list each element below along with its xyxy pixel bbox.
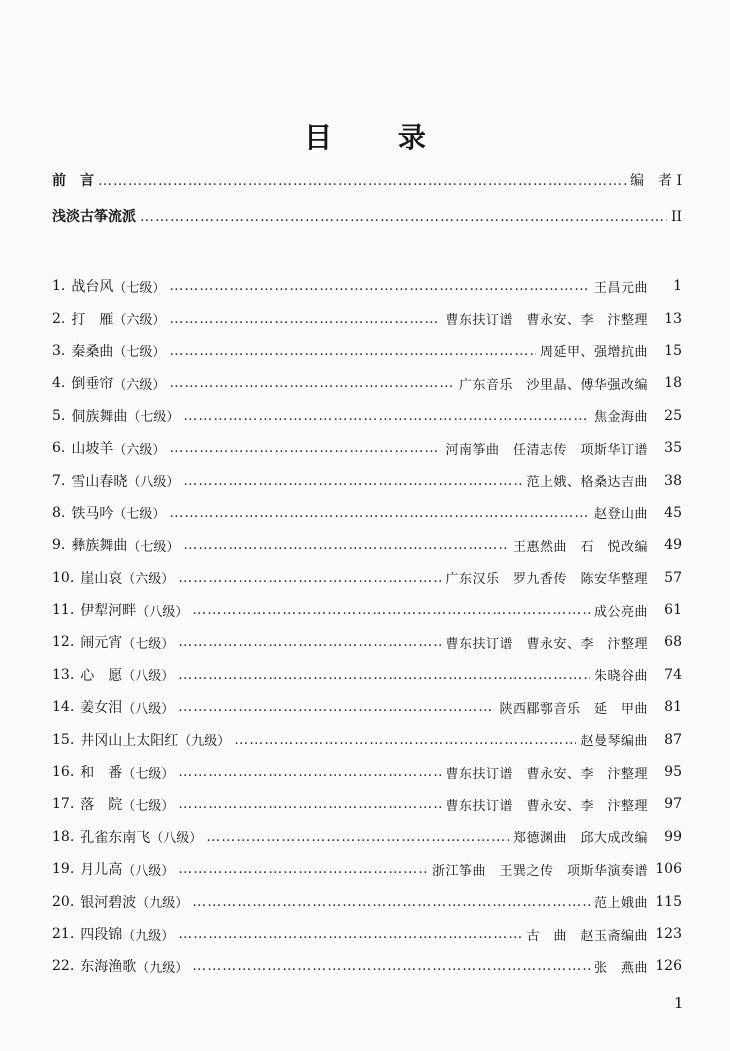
entry-title: 战台风 [71,279,114,296]
toc-entry [52,918,682,950]
entry-level: （七级） [122,636,175,652]
entry-level: （六级） [122,572,175,588]
entry-level: （八级） [122,701,175,717]
toc-entry [52,723,682,755]
entry-level: （六级） [113,442,166,458]
entry-level: （七级） [122,766,175,782]
entry-title: 月儿高 [80,862,123,879]
toc-entry [52,302,682,334]
dot-leader [234,732,576,748]
toc-entry [52,400,682,432]
entry-title: 四段锦 [80,927,123,943]
entry-credit: 王昌元曲 [593,280,648,296]
toc-entry [52,756,682,788]
front-matter-label: 浅淡古筝流派 [52,209,136,225]
entry-credit: 成公亮曲 [593,604,648,620]
entry-number: 16. [52,764,75,781]
entry-credit: 古 曲 赵玉斋编曲 [526,928,648,944]
front-matter-row [52,170,682,206]
entry-number: 10. [52,569,75,586]
toc-entry [52,821,682,853]
dot-leader [178,764,441,780]
entry-title: 井冈山上太阳红 [80,732,179,749]
entry-level: （六级） [113,313,166,329]
table-of-contents [52,270,682,983]
dot-leader [178,796,441,812]
entry-level: （九级） [136,896,189,912]
toc-entry [52,885,682,917]
entry-title: 姜女泪 [80,700,123,717]
entry-number: 8. [52,504,66,521]
entry-credit: 周延甲、强增抗曲 [539,345,648,361]
dot-leader [178,667,590,683]
entry-credit: 郑德渊曲 邱大成改编 [512,831,648,847]
toc-entry [52,950,682,982]
entry-number: 14. [52,699,75,716]
dot-leader [169,505,590,521]
entry-page-number: 13 [664,310,682,327]
entry-credit: 河南筝曲 任清志传 项斯华订谱 [445,442,648,458]
entry-title: 倒垂帘 [71,376,114,393]
entry-level: （七级） [127,539,180,555]
entry-title: 孔雀东南飞 [80,829,151,846]
entry-page-number: 1 [673,278,682,295]
entry-number: 21. [52,926,75,942]
dot-leader [192,958,590,974]
dot-leader [178,926,522,942]
entry-number: 4. [52,375,66,392]
toc-entry [52,659,682,691]
front-matter [52,170,682,242]
entry-number: 13. [52,666,75,683]
entry-credit: 陕西郿鄠音乐 延 甲曲 [499,701,648,717]
entry-credit: 浙江筝曲 王巽之传 项斯华演奏谱 [431,863,648,879]
entry-level: （八级） [136,604,189,620]
entry-number: 9. [52,537,66,554]
dot-leader [178,699,495,715]
entry-page-number: 35 [664,440,682,457]
dot-leader [183,537,509,553]
dot-leader [206,829,509,845]
entry-level: （七级） [113,345,166,361]
dot-leader [178,861,428,877]
toc-entry [52,691,682,723]
entry-credit: 广东汉乐 罗九香传 陈安华整理 [445,572,648,588]
entry-level: （七级） [122,798,175,814]
entry-page-number: 87 [664,731,682,748]
entry-title: 彝族舞曲 [71,538,128,555]
entry-title: 打 雁 [71,311,114,328]
entry-level: （八级） [122,669,175,685]
dot-leader [192,602,590,618]
entry-page-number: 38 [664,472,682,489]
entry-number: 12. [52,634,75,651]
dot-leader [192,894,590,910]
toc-entry [52,788,682,820]
entry-title: 心 愿 [80,667,123,684]
toc-entry [52,335,682,367]
dot-leader [140,209,667,225]
entry-number: 15. [52,731,75,748]
dot-leader [183,473,522,489]
entry-credit: 曹东扶订谱 曹永安、李 汴整理 [445,313,648,329]
entry-number: 6. [52,440,66,457]
entry-page-number: 68 [664,634,682,651]
entry-credit: 曹东扶订谱 曹永安、李 汴整理 [445,798,648,814]
entry-number: 11. [52,602,75,619]
entry-title: 东海渔歌 [80,959,137,976]
entry-title: 铁马吟 [71,505,114,522]
entry-number: 7. [52,472,66,489]
entry-number: 2. [52,310,66,327]
entry-page-number: 81 [664,699,682,716]
entry-credit: 范上娥曲 [593,896,648,912]
toc-entry [52,594,682,626]
entry-title: 落 院 [80,797,123,814]
entry-level: （八级） [127,475,180,491]
entry-title: 山坡羊 [71,441,114,458]
entry-level: （九级） [136,960,189,976]
entry-number: 1. [52,278,66,295]
entry-page-number: 95 [664,764,682,781]
dot-leader [169,311,441,327]
entry-level: （九级） [122,928,175,944]
entry-level: （七级） [113,280,166,296]
entry-page-number: 123 [655,926,682,942]
entry-level: （七级） [113,507,166,523]
dot-leader [169,278,590,294]
entry-page-number: 126 [655,958,682,975]
dot-leader [183,408,590,424]
entry-title: 崖山哀 [80,570,123,587]
entry-page-number: 45 [664,504,682,521]
toc-entry [52,432,682,464]
dot-leader [178,570,441,586]
entry-credit: 张 燕曲 [593,960,648,976]
entry-title: 闹元宵 [80,635,123,652]
entry-number: 22. [52,958,75,975]
entry-number: 3. [52,342,66,359]
entry-title: 和 番 [80,765,123,782]
entry-title: 秦桑曲 [71,343,114,360]
front-matter-page: II [670,209,682,225]
entry-number: 17. [52,796,75,813]
dot-leader [169,375,455,391]
entry-credit: 赵登山曲 [593,507,648,523]
entry-credit: 曹东扶订谱 曹永安、李 汴整理 [445,766,648,782]
toc-entry [52,626,682,658]
entry-page-number: 57 [664,569,682,586]
entry-number: 19. [52,861,75,878]
entry-credit: 广东音乐 沙里晶、傅华强改编 [458,377,648,393]
entry-level: （七级） [127,410,180,426]
front-matter-row [52,206,682,242]
entry-title: 伊犁河畔 [80,603,137,620]
toc-entry [52,529,682,561]
entry-page-number: 97 [664,796,682,813]
toc-entry [52,464,682,496]
entry-title: 银河碧波 [80,894,137,911]
entry-page-number: 18 [664,375,682,392]
entry-number: 5. [52,407,66,424]
entry-page-number: 99 [664,828,682,845]
entry-level: （八级） [150,831,203,847]
entry-page-number: 49 [664,537,682,554]
entry-credit: 朱晓谷曲 [593,669,648,685]
entry-credit: 焦金海曲 [593,410,648,426]
entry-page-number: 115 [655,893,682,910]
entry-number: 18. [52,828,75,845]
toc-entry [52,853,682,885]
entry-page-number: 61 [664,602,682,619]
entry-page-number: 25 [664,407,682,424]
page-title: 目 录 [304,121,454,154]
dot-leader [169,440,441,456]
toc-entry [52,497,682,529]
dot-leader [98,173,626,189]
page-number: 1 [674,994,684,1012]
entry-page-number: 106 [655,861,682,878]
entry-credit: 赵曼琴编曲 [580,734,648,750]
entry-number: 20. [52,893,75,910]
entry-level: （九级） [178,734,231,750]
entry-level: （八级） [122,863,175,879]
dot-leader [178,634,441,650]
entry-level: （六级） [113,377,166,393]
toc-entry [52,367,682,399]
entry-credit: 范上娥、格桑达吉曲 [526,475,648,491]
entry-credit: 王惠然曲 石 悦改编 [512,539,648,555]
entry-title: 雪山春晓 [71,473,128,490]
toc-entry [52,270,682,302]
entry-page-number: 15 [664,342,682,359]
front-matter-page: 编 者 I [630,173,682,189]
entry-credit: 曹东扶订谱 曹永安、李 汴整理 [445,636,648,652]
front-matter-label: 前 言 [52,173,94,189]
entry-page-number: 74 [664,666,682,683]
toc-entry [52,562,682,594]
dot-leader [169,343,536,359]
entry-title: 侗族舞曲 [71,408,128,425]
